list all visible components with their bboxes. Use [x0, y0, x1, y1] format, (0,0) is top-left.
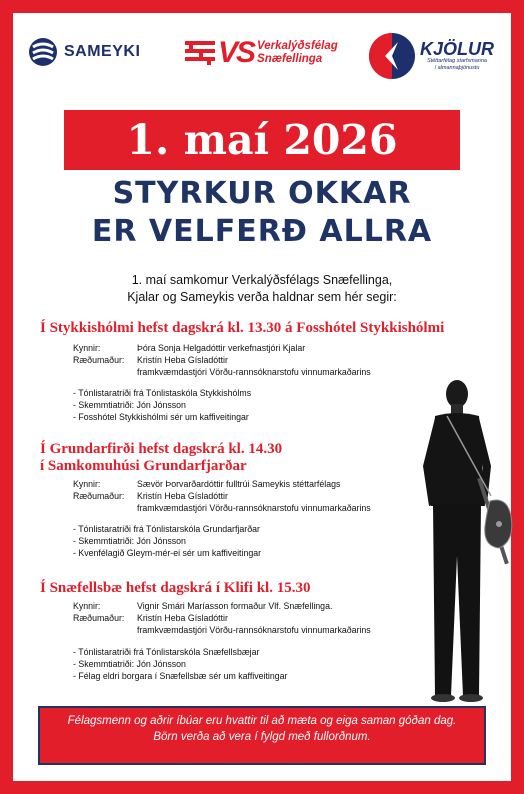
vs-logo-line-1: Verkalýðsfélag [257, 40, 338, 53]
footer-line-1: Félagsmenn og aðrir íbúar eru hvattir til að mæta og eiga saman góðan dag. [67, 715, 457, 727]
kynnir-value: Vignir Smári Maríasson formaður Vlf. Snæfellinga. [137, 601, 333, 611]
headline-line-1: STYRKUR OKKAR [112, 176, 412, 211]
program-item: - Tónlistaratriði frá Tónlistaskóla Stykkishólms [73, 388, 252, 398]
kynnir-value: Sævör Þorvarðardóttir fulltrúi Sameykis stéttarfélags [137, 479, 341, 489]
intro-line-2: Kjalar og Sameykis verða haldnar sem hér segir: [127, 289, 397, 304]
kjolur-logo-name: KJÖLUR [420, 39, 495, 60]
section-stykkisholmur-speakers [73, 342, 371, 378]
program-item: - Skemmtiatriði: Jón Jónsson [73, 659, 186, 669]
section-grundarfjordur-speakers [73, 478, 371, 514]
kynnir-label: Kynnir: [73, 343, 101, 353]
program-item: - Tónlistaratriði frá Tónlistarskóla Snæfellsbæjar [73, 647, 260, 657]
section-stykkisholmur-title: Í Stykkishólmi hefst dagskrá kl. 13.30 á Fosshótel Stykkishólmi [40, 320, 445, 336]
raedumadur-value: Kristín Heba Gísladóttir [137, 355, 228, 365]
intro-text [60, 272, 464, 305]
raedumadur-label: Ræðumaður: [73, 355, 125, 365]
section-snaefellsbaer-program [73, 646, 287, 682]
vs-logo-line-2: Snæfellinga [257, 53, 323, 65]
raedumadur-value: Kristín Heba Gísladóttir [137, 491, 228, 501]
kjolur-logo [368, 32, 494, 80]
raedumadur-label: Ræðumaður: [73, 491, 125, 501]
raedumadur-title: framkvæmdastjóri Vörðu-rannsóknarstofu vinnumarkaðarins [137, 503, 371, 513]
kjolur-logo-text [420, 40, 494, 71]
section-snaefellsbaer-speakers [73, 600, 371, 636]
intro-line-1: 1. maí samkomur Verkalýðsfélags Snæfellinga, [131, 273, 393, 287]
program-item: - Fosshótel Stykkishólmi sér um kaffiveitingar [73, 412, 249, 422]
kjolur-logo-icon [368, 32, 416, 80]
vs-flag-icon [185, 38, 215, 68]
headline-line-2: ER VELFERÐ ALLRA [91, 214, 433, 249]
date-banner: 1. maí 2026 [64, 110, 460, 170]
vs-logo-mark: VS [218, 36, 255, 69]
sameyki-logo [28, 37, 140, 67]
kjolur-logo-sub-1: Stéttarfélag starfsmanna [427, 58, 487, 65]
guitarist-photo [395, 376, 520, 706]
kynnir-label: Kynnir: [73, 479, 101, 489]
program-item: - Skemmtiatriði: Jón Jónsson [73, 400, 186, 410]
sameyki-logo-text: SAMEYKI [64, 43, 141, 60]
section-snaefellsbaer-title: Í Snæfellsbæ hefst dagskrá í Klifi kl. 15.30 [40, 580, 311, 596]
vs-logo-text [257, 40, 338, 65]
section-grundarfjordur-program [73, 523, 261, 559]
kynnir-label: Kynnir: [73, 601, 101, 611]
program-item: - Félag eldri borgara í Snæfellsbæ sér um kaffiveitingar [73, 671, 288, 681]
raedumadur-label: Ræðumaður: [73, 613, 125, 623]
kjolur-logo-sub-2: í almannaþjónustu [434, 65, 480, 71]
program-item: - Skemmtiatriði: Jón Jónsson [73, 536, 186, 546]
raedumadur-title: framkvæmdastjóri Vörðu-rannsóknarstofu vinnumarkaðarins [137, 625, 371, 635]
vs-logo [185, 38, 338, 68]
section-grundarfjordur-title-1: Í Grundarfirði hefst dagskrá kl. 14.30 [40, 441, 283, 457]
section-grundarfjordur-title [40, 441, 282, 475]
sameyki-logo-icon [28, 37, 58, 67]
raedumadur-value: Kristín Heba Gísladóttir [137, 613, 228, 623]
raedumadur-title: framkvæmdastjóri Vörðu-rannsóknarstofu vinnumarkaðarins [137, 367, 371, 377]
section-stykkisholmur-program [73, 387, 251, 423]
program-item: - Tónlistaratriði frá Tónlistarskóla Grundarfjarðar [73, 524, 260, 534]
program-item: - Kvenfélagið Gleym-mér-ei sér um kaffiveitingar [73, 548, 262, 558]
kynnir-value: Þóra Sonja Helgadóttir verkefnastjóri Kjalar [137, 343, 306, 353]
footer-line-2: Börn verða að vera í fylgd með fullorðnum. [153, 731, 371, 743]
section-grundarfjordur-title-2: í Samkomuhúsi Grundarfjarðar [40, 458, 247, 474]
footer-message [38, 706, 486, 765]
